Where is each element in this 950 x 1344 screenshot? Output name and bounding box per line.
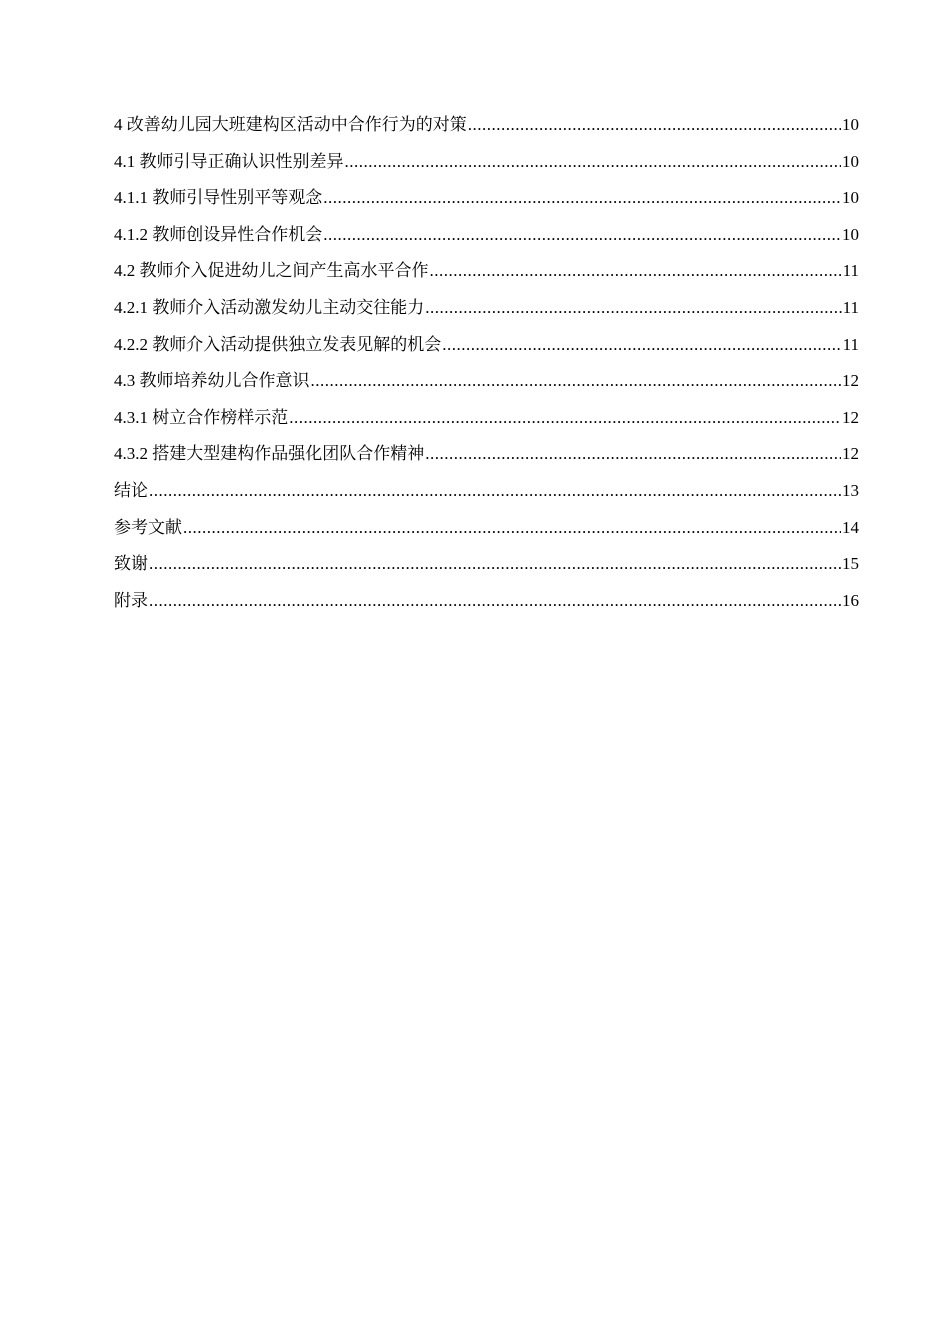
- toc-entry-page: 14: [842, 517, 859, 537]
- toc-dot-leader: [149, 589, 841, 613]
- toc-entry-page: 11: [842, 334, 859, 354]
- table-of-contents: [114, 113, 859, 625]
- toc-entry[interactable]: [114, 589, 859, 626]
- toc-entry[interactable]: [114, 406, 859, 443]
- toc-entry[interactable]: [114, 442, 859, 479]
- toc-dot-leader: [183, 516, 841, 540]
- toc-entry-page: 15: [842, 554, 859, 574]
- toc-dot-leader: [442, 333, 841, 357]
- toc-entry[interactable]: [114, 113, 859, 150]
- toc-entry-title: 4 改善幼儿园大班建构区活动中合作行为的对策: [114, 115, 467, 134]
- toc-dot-leader: [425, 442, 841, 466]
- toc-entry-title: 致谢: [114, 554, 148, 574]
- toc-entry[interactable]: [114, 259, 859, 296]
- toc-entry[interactable]: [114, 552, 859, 589]
- toc-entry-page: 11: [842, 297, 859, 317]
- toc-dot-leader: [149, 552, 841, 576]
- toc-dot-leader: [323, 186, 841, 210]
- toc-entry-page: 10: [842, 224, 859, 244]
- toc-entry[interactable]: [114, 479, 859, 516]
- toc-entry-title: 4.2.2 教师介入活动提供独立发表见解的机会: [114, 334, 442, 354]
- toc-entry-title: 4.3 教师培养幼儿合作意识: [114, 371, 310, 391]
- toc-entry-title: 4.1.1 教师引导性别平等观念: [114, 188, 323, 208]
- toc-entry-title: 4.3.1 树立合作榜样示范: [114, 407, 289, 427]
- toc-entry[interactable]: [114, 223, 859, 260]
- toc-dot-leader: [311, 369, 842, 393]
- toc-entry-title: 附录: [114, 590, 148, 610]
- toc-entry-page: 12: [842, 444, 859, 464]
- toc-dot-leader: [345, 150, 842, 174]
- toc-entry[interactable]: [114, 516, 859, 553]
- toc-entry-title: 4.2.1 教师介入活动激发幼儿主动交往能力: [114, 297, 425, 317]
- toc-entry-page: 12: [842, 407, 859, 427]
- toc-entry[interactable]: [114, 296, 859, 333]
- toc-entry-page: 10: [842, 115, 859, 134]
- toc-entry[interactable]: [114, 186, 859, 223]
- toc-entry-title: 4.1 教师引导正确认识性别差异: [114, 151, 344, 171]
- toc-entry[interactable]: [114, 333, 859, 370]
- toc-entry[interactable]: [114, 150, 859, 187]
- toc-dot-leader: [468, 113, 841, 137]
- toc-entry-title: 结论: [114, 480, 148, 500]
- toc-entry-page: 12: [842, 371, 859, 391]
- toc-entry-page: 13: [842, 480, 859, 500]
- toc-entry-title: 参考文献: [114, 517, 182, 537]
- toc-dot-leader: [149, 479, 841, 503]
- toc-entry-page: 11: [842, 261, 859, 281]
- toc-entry-page: 16: [842, 590, 859, 610]
- toc-entry[interactable]: [114, 369, 859, 406]
- toc-entry-title: 4.2 教师介入促进幼儿之间产生高水平合作: [114, 261, 429, 281]
- toc-dot-leader: [323, 223, 841, 247]
- toc-dot-leader: [425, 296, 841, 320]
- toc-entry-page: 10: [842, 188, 859, 208]
- toc-dot-leader: [289, 406, 841, 430]
- toc-dot-leader: [430, 259, 842, 283]
- toc-entry-title: 4.1.2 教师创设异性合作机会: [114, 224, 323, 244]
- toc-entry-title: 4.3.2 搭建大型建构作品强化团队合作精神: [114, 444, 425, 464]
- toc-entry-page: 10: [842, 151, 859, 171]
